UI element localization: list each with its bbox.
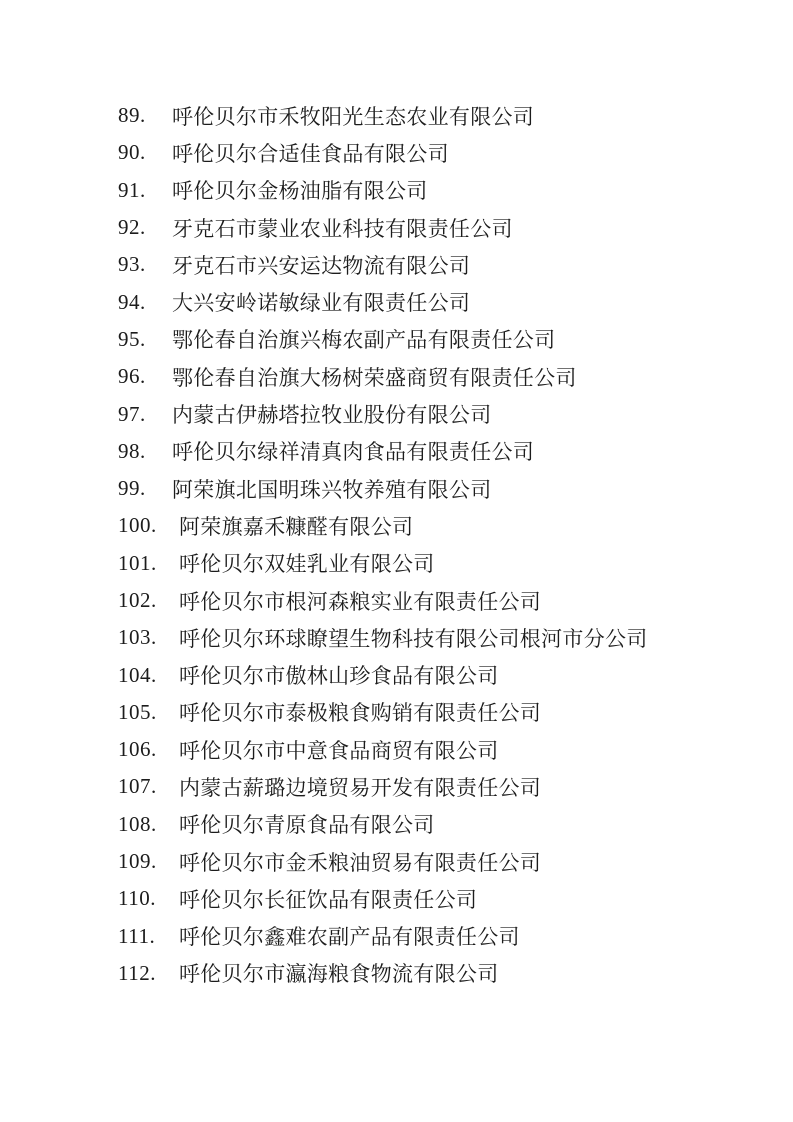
list-item bbox=[118, 470, 733, 507]
list-item bbox=[118, 507, 733, 544]
item-number: 94. bbox=[118, 289, 146, 314]
item-number: 111. bbox=[118, 923, 156, 948]
company-name: 鄂伦春自治旗大杨树荣盛商贸有限责任公司 bbox=[172, 365, 577, 390]
item-number: 103. bbox=[118, 625, 157, 650]
item-number: 109. bbox=[118, 849, 157, 874]
item-number: 102. bbox=[118, 588, 157, 612]
list-item bbox=[118, 768, 733, 805]
item-number: 89. bbox=[118, 103, 146, 128]
item-number: 92. bbox=[118, 215, 146, 240]
item-number: 99. bbox=[118, 476, 146, 501]
list-item bbox=[118, 955, 733, 992]
company-name: 呼伦贝尔双娃乳业有限公司 bbox=[179, 552, 435, 577]
list-item bbox=[118, 172, 733, 209]
company-name: 呼伦贝尔市泰极粮食购销有限责任公司 bbox=[179, 701, 542, 726]
company-name: 阿荣旗嘉禾糠醛有限公司 bbox=[179, 514, 414, 539]
item-number: 108. bbox=[118, 811, 157, 836]
item-number: 97. bbox=[118, 401, 146, 426]
item-number: 100. bbox=[118, 513, 157, 538]
item-number: 107. bbox=[118, 774, 157, 799]
item-number: 98. bbox=[118, 438, 146, 463]
list-item bbox=[118, 843, 733, 880]
company-name: 牙克石市兴安运达物流有限公司 bbox=[172, 253, 471, 278]
list-item bbox=[118, 97, 733, 134]
list-item bbox=[118, 395, 733, 432]
list-item bbox=[118, 321, 733, 358]
item-number: 93. bbox=[118, 252, 146, 277]
company-name: 呼伦贝尔环球瞭望生物科技有限公司根河市分公司 bbox=[179, 626, 648, 651]
list-item bbox=[118, 246, 733, 283]
list-item bbox=[118, 582, 733, 619]
company-name: 呼伦贝尔青原食品有限公司 bbox=[179, 813, 435, 838]
company-name: 鄂伦春自治旗兴梅农副产品有限责任公司 bbox=[172, 328, 556, 353]
company-name: 呼伦贝尔绿祥清真肉食品有限责任公司 bbox=[172, 440, 535, 465]
list-item bbox=[118, 880, 733, 917]
company-name: 呼伦贝尔市禾牧阳光生态农业有限公司 bbox=[172, 104, 535, 129]
company-name: 呼伦贝尔合适佳食品有限公司 bbox=[172, 141, 449, 166]
item-number: 90. bbox=[118, 140, 146, 165]
company-name: 内蒙古伊赫塔拉牧业股份有限公司 bbox=[172, 403, 492, 428]
list-item bbox=[118, 918, 733, 955]
company-name: 大兴安岭诺敏绿业有限责任公司 bbox=[172, 291, 471, 316]
company-name: 呼伦贝尔市瀛海粮食物流有限公司 bbox=[179, 962, 499, 987]
company-numbered-list bbox=[118, 97, 733, 992]
item-number: 105. bbox=[118, 699, 157, 724]
list-item bbox=[118, 283, 733, 320]
company-name: 内蒙古薪璐边境贸易开发有限责任公司 bbox=[179, 775, 542, 800]
company-name: 呼伦贝尔金杨油脂有限公司 bbox=[172, 179, 428, 204]
list-item bbox=[118, 656, 733, 693]
list-item bbox=[118, 619, 733, 656]
company-name: 呼伦贝尔市傲林山珍食品有限公司 bbox=[179, 664, 499, 689]
company-name: 呼伦贝尔市根河森粮实业有限责任公司 bbox=[179, 589, 542, 614]
item-number: 112. bbox=[118, 960, 156, 985]
item-number: 101. bbox=[118, 550, 157, 575]
list-item bbox=[118, 134, 733, 171]
company-name: 呼伦贝尔市中意食品商贸有限公司 bbox=[179, 738, 499, 763]
list-item bbox=[118, 731, 733, 768]
list-item bbox=[118, 694, 733, 731]
list-item bbox=[118, 806, 733, 843]
item-number: 91. bbox=[118, 177, 146, 202]
list-item bbox=[118, 545, 733, 582]
list-item bbox=[118, 358, 733, 395]
list-item bbox=[118, 209, 733, 246]
item-number: 104. bbox=[118, 662, 157, 687]
item-number: 95. bbox=[118, 326, 146, 351]
company-name: 阿荣旗北国明珠兴牧养殖有限公司 bbox=[172, 477, 492, 502]
list-item bbox=[118, 433, 733, 470]
company-name: 牙克石市蒙业农业科技有限责任公司 bbox=[172, 216, 513, 241]
item-number: 106. bbox=[118, 737, 157, 762]
item-number: 110. bbox=[118, 886, 156, 911]
company-name: 呼伦贝尔市金禾粮油贸易有限责任公司 bbox=[179, 850, 542, 875]
company-name: 呼伦贝尔长征饮品有限责任公司 bbox=[179, 887, 478, 912]
item-number: 96. bbox=[118, 364, 146, 389]
company-name: 呼伦贝尔鑫难农副产品有限责任公司 bbox=[179, 925, 520, 950]
